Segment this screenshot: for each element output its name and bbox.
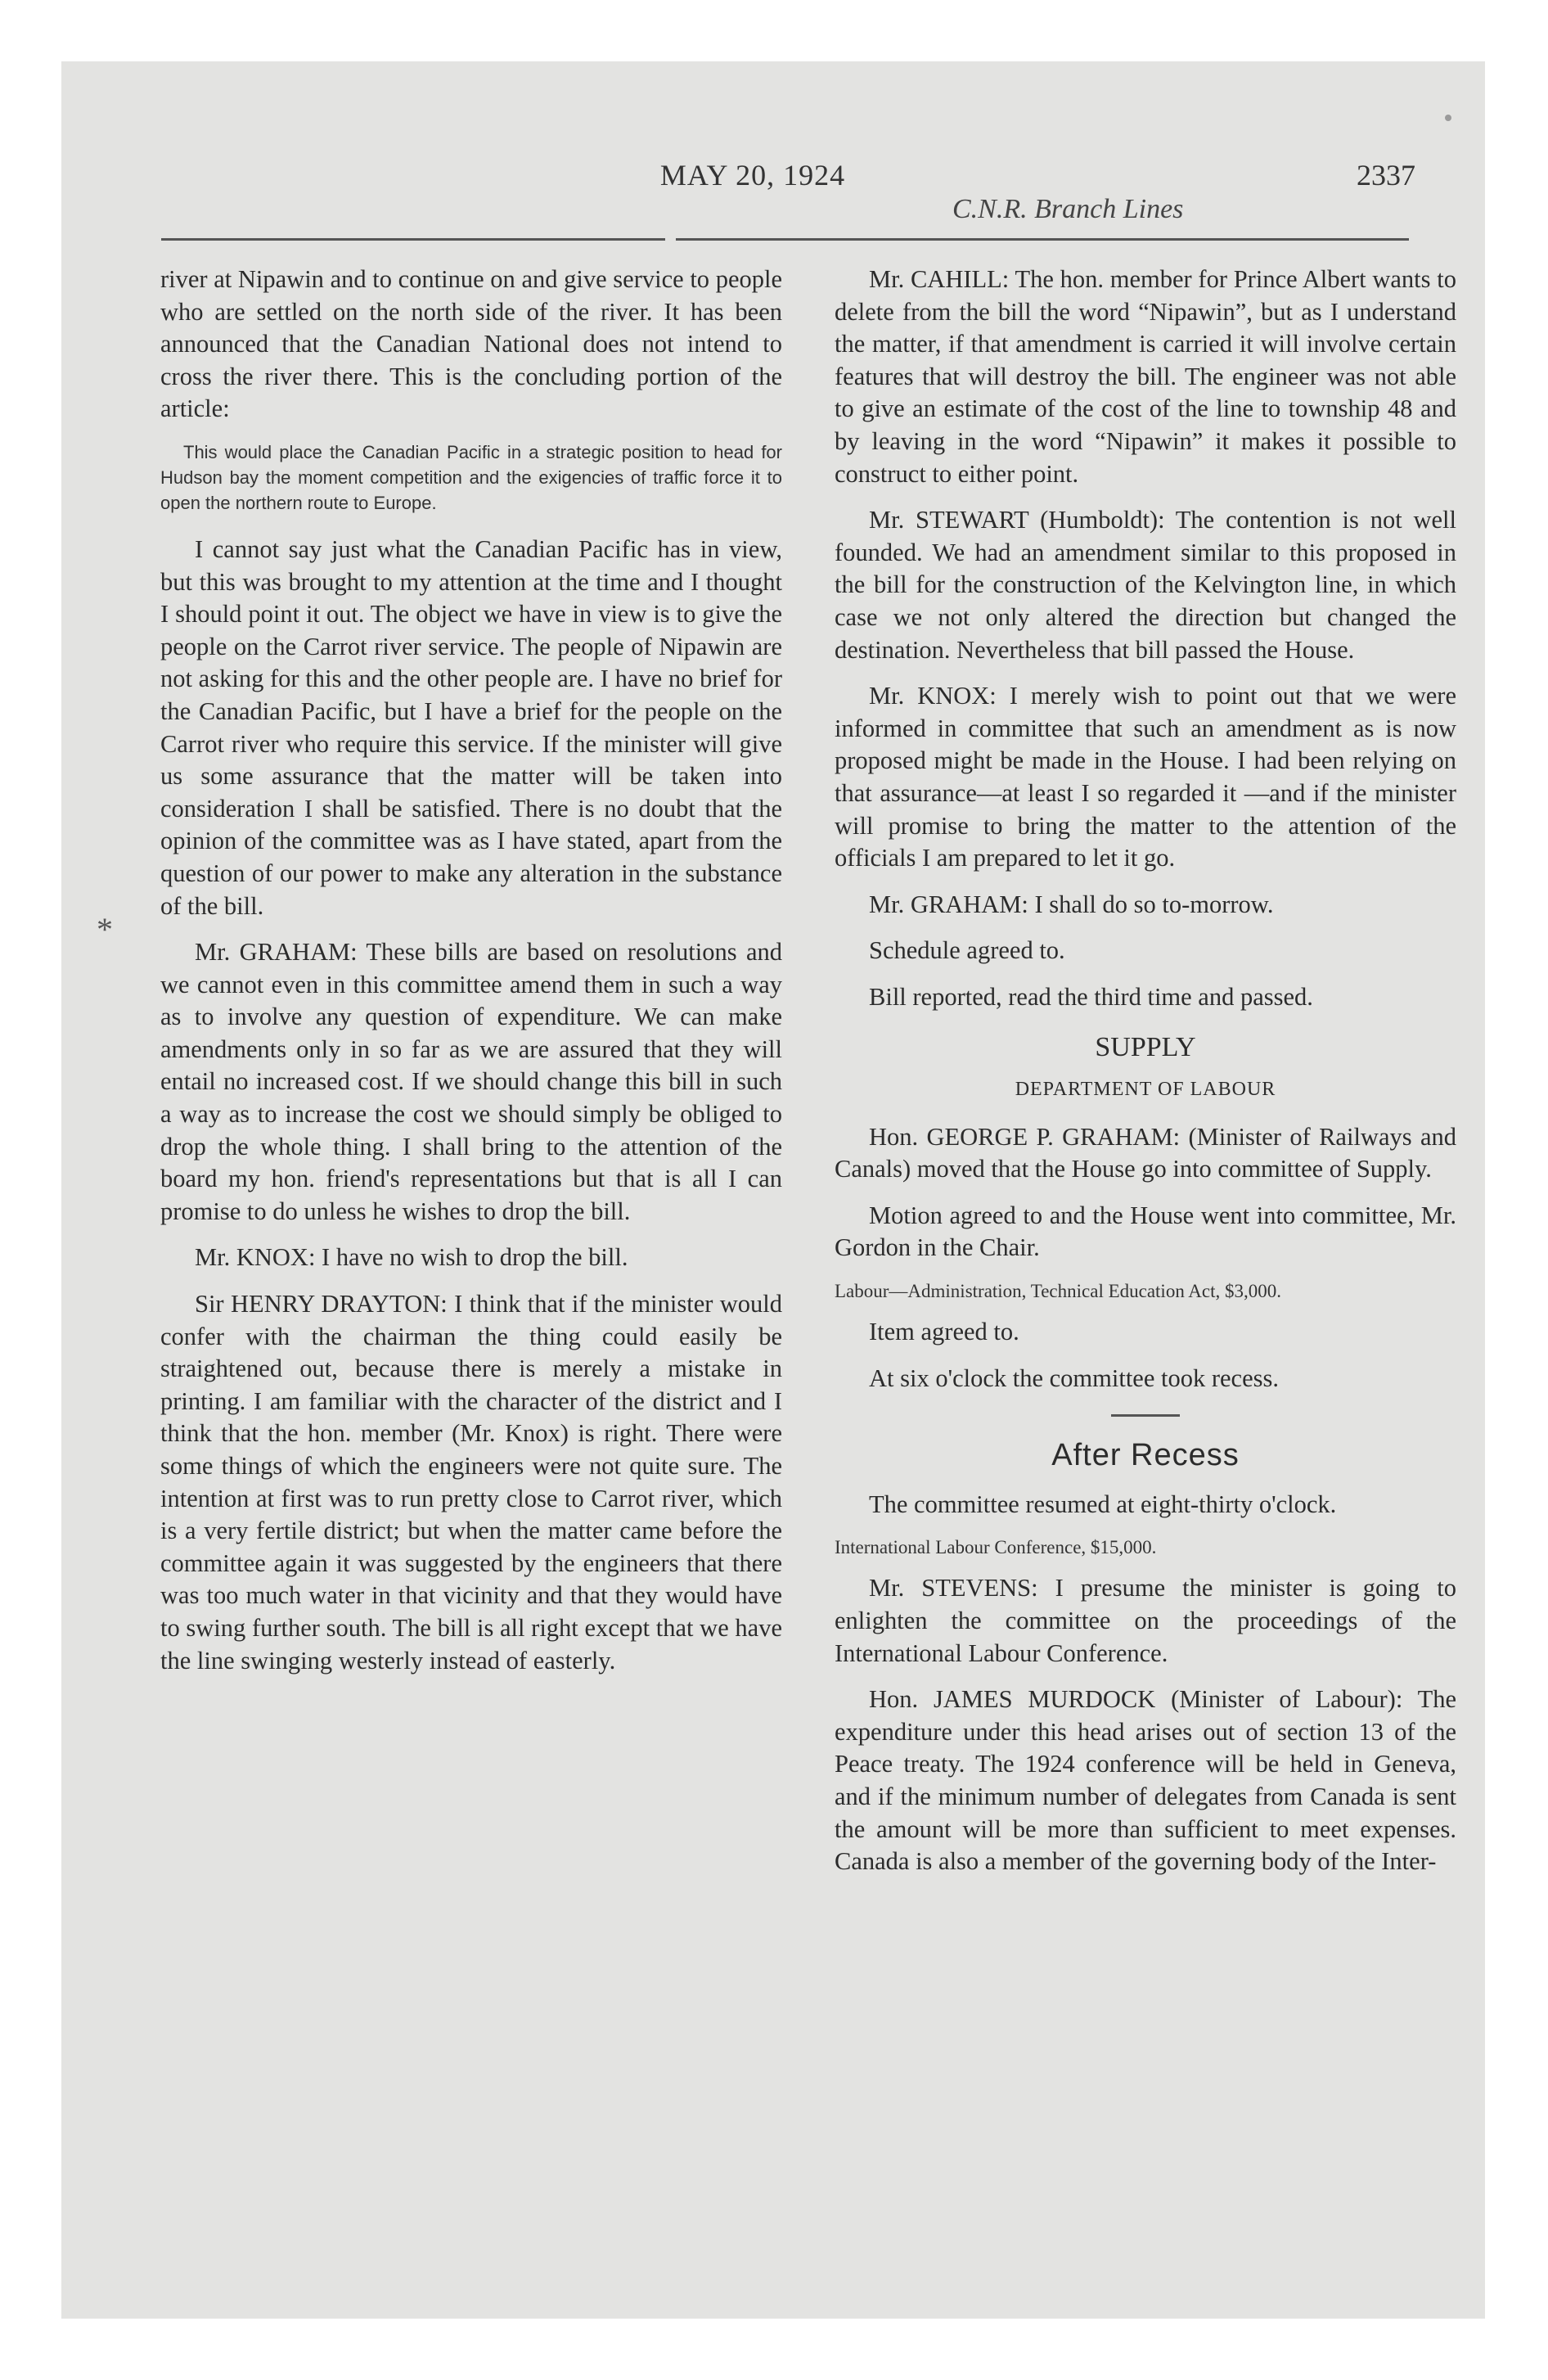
paragraph: Mr. GRAHAM: I shall do so to-morrow. <box>869 890 1274 918</box>
paragraph: Mr. KNOX: I have no wish to drop the bill. <box>195 1243 628 1272</box>
quoted-excerpt: This would place the Canadian Pacific in a strategic position to head for Hudson bay the moment competition and the exigencies of traffic force it to open the northern route to Europe. <box>160 441 782 513</box>
page-number: 2337 <box>1357 159 1415 192</box>
paragraph: Sir HENRY DRAYTON: I think that if the minister would confer with the chairman the thing could easily be straightened out, because there is merely a mistake in printing. I am familiar with the character of the district and I think that the hon. member (Mr. Knox) is right. There were some things of which the engineers were not quite sure. The intention at first was to run pretty close to Carrot river, which is a very fertile district; but when the matter came before the committee again it was suggested by the engineers that there was too much water in that vicinity and that they would have to swing further south. The bill is all right except that we have the line swinging westerly instead of easterly. <box>160 1290 782 1675</box>
paragraph: I cannot say just what the Canadian Pacific has in view, but this was brought to my attention at the time and I thought I should point it out. The object we have in view is to give the people on the Carrot river service. The people of Nipawin are not asking for this and the other people are. I have no brief for the Canadian Pacific, but I have a brief for the people on the Carrot river who require this service. If the minister will give us some assurance that the matter will be taken into consideration I shall be satisfied. There is no doubt that the opinion of the committee was as I have stated, apart from the question of our power to make any alteration in the substance of the bill. <box>160 534 782 920</box>
margin-asterisk: * <box>97 911 113 948</box>
paragraph: river at Nipawin and to continue on and give service to people who are settled on the north side of the river. It has been announced that the Canadian National does not intend to cross the river there. This is the concluding portion of the article: <box>160 265 782 423</box>
paragraph: Bill reported, read the third time and passed. <box>869 982 1313 1011</box>
paragraph: Mr. STEWART (Humboldt): The contention is not well founded. We had an amendment similar to this proposed in the bill for the construction of the Kelvington line, in which case we not only altered the direction but changed the destination. Nevertheless that bill passed the House. <box>835 506 1456 664</box>
paragraph: Item agreed to. <box>869 1318 1019 1346</box>
department-heading: DEPARTMENT OF LABOUR <box>1015 1079 1276 1101</box>
supply-item: International Labour Conference, $15,000. <box>835 1537 1157 1558</box>
paragraph: Schedule agreed to. <box>869 936 1065 965</box>
paragraph: Mr. CAHILL: The hon. member for Prince Albert wants to delete from the bill the word “Nipawin”, but as I understand the matter, if that amendment is carried it will involve certain features that will destroy the bill. The engineer was not able to give an estimate of the cost of the line to township 48 and by leaving in the word “Nipawin” it makes it possible to construct to either point. <box>835 265 1456 488</box>
paragraph: The committee resumed at eight-thirty o'clock. <box>869 1490 1337 1518</box>
header-rule-left <box>161 238 665 241</box>
paragraph: Mr. GRAHAM: These bills are based on resolutions and we cannot even in this committee amend them in such a way as to involve any question of expenditure. We can make amendments only in so far as we are assured that they will entail no increased cost. If we should change this bill in such a way as to increase the cost we should simply be obliged to drop the whole thing. I shall bring to the attention of the board my hon. friend's representations but that is all I can promise to do unless he wishes to drop the bill. <box>160 938 782 1225</box>
supply-item: Labour—Administration, Technical Education Act, $3,000. <box>835 1281 1282 1302</box>
running-head: C.N.R. Branch Lines <box>952 194 1184 224</box>
section-divider <box>1111 1414 1180 1417</box>
paragraph: Mr. STEVENS: I presume the minister is going to enlighten the committee on the proceedings of the International Labour Conference. <box>835 1574 1456 1667</box>
paragraph: Motion agreed to and the House went into committee, Mr. Gordon in the Chair. <box>835 1201 1456 1262</box>
scan-speck <box>1445 115 1451 121</box>
paragraph: Mr. KNOX: I merely wish to point out that we were informed in committee that such an amendment as is now proposed might be made in the House. I had been relying on that assurance—at least I so regarded it —and if the minister will promise to bring the matter to the attention of the officials I am prepared to let it go. <box>835 682 1456 872</box>
header-rule-right <box>676 238 1409 241</box>
supply-heading: SUPPLY <box>1095 1032 1196 1063</box>
left-column <box>160 264 782 1691</box>
page-header <box>90 94 1415 224</box>
recess-heading: After Recess <box>1051 1438 1240 1473</box>
paragraph: At six o'clock the committee took recess. <box>869 1364 1279 1392</box>
header-date: MAY 20, 1924 <box>659 159 846 192</box>
paragraph: Hon. JAMES MURDOCK (Minister of Labour): The expenditure under this head arises out of section 13 of the Peace treaty. The 1924 conference will be held in Geneva, and if the minimum number of delegates from Canada is sent the amount will be more than sufficient to meet expenses. Canada is also a member of the governing body of the Inter- <box>835 1685 1456 1876</box>
paragraph: Hon. GEORGE P. GRAHAM: (Minister of Railways and Canals) moved that the House go into committee of Supply. <box>835 1122 1456 1183</box>
right-column <box>835 264 1456 1892</box>
